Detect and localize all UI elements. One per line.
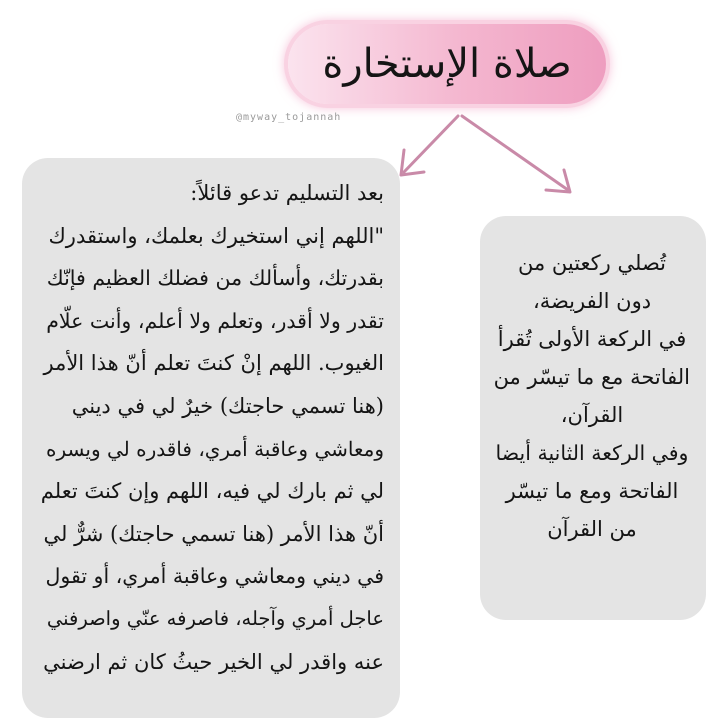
dua-line: بعد التسليم تدعو قائلاً: xyxy=(190,181,384,205)
arrow-line-left-icon xyxy=(404,116,458,172)
dua-line: في ديني ومعاشي وعاقبة أمري، أو تقول xyxy=(45,564,384,589)
step-line: القرآن، xyxy=(560,403,624,427)
dua-line: الغيوب. اللهم إنْ كنتَ تعلم أنّ هذا الأمر xyxy=(43,351,384,376)
dua-line: عاجل أمري وآجله، فاصرفه عنّي واصرفني xyxy=(46,606,384,630)
dua-card xyxy=(22,158,400,718)
step-line: الفاتحة ومع ما تيسّر xyxy=(505,479,679,503)
arrow-line-right-icon xyxy=(462,116,568,190)
dua-line: (هنا تسمي حاجتك) خيرٌ لي في ديني xyxy=(71,393,384,418)
step-line: في الركعة الأولى تُقرأ xyxy=(497,327,687,351)
step-line: الفاتحة مع ما تيسّر من xyxy=(493,365,690,389)
step-line: من القرآن xyxy=(547,517,637,541)
dua-line: أنّ هذا الأمر (هنا تسمي حاجتك) شرٌّ لي xyxy=(43,521,384,546)
dua-line: لي ثم بارك لي فيه، اللهم وإن كنتَ تعلم xyxy=(40,479,384,504)
prayer-steps-card xyxy=(480,216,706,620)
dua-line: بقدرتك، وأسألك من فضلك العظيم فإنّك xyxy=(46,266,384,291)
dua-line: عنه واقدر لي الخير حيثُ كان ثم ارضني xyxy=(43,649,384,674)
dua-line: ومعاشي وعاقبة أمري، فاقدره لي ويسره xyxy=(46,436,384,461)
step-line: تُصلي ركعتين من xyxy=(517,251,667,275)
dua-line: "اللهم إني استخيرك بعلمك، واستقدرك xyxy=(48,223,384,248)
step-line: دون الفريضة، xyxy=(532,289,652,313)
step-line: وفي الركعة الثانية أيضا xyxy=(495,441,689,465)
dua-line: تقدر ولا أقدر، وتعلم ولا أعلم، وأنت علّام xyxy=(46,308,384,333)
page-title: صلاة الإستخارة xyxy=(322,41,572,87)
watermark-handle: @myway_tojannah xyxy=(236,112,342,123)
